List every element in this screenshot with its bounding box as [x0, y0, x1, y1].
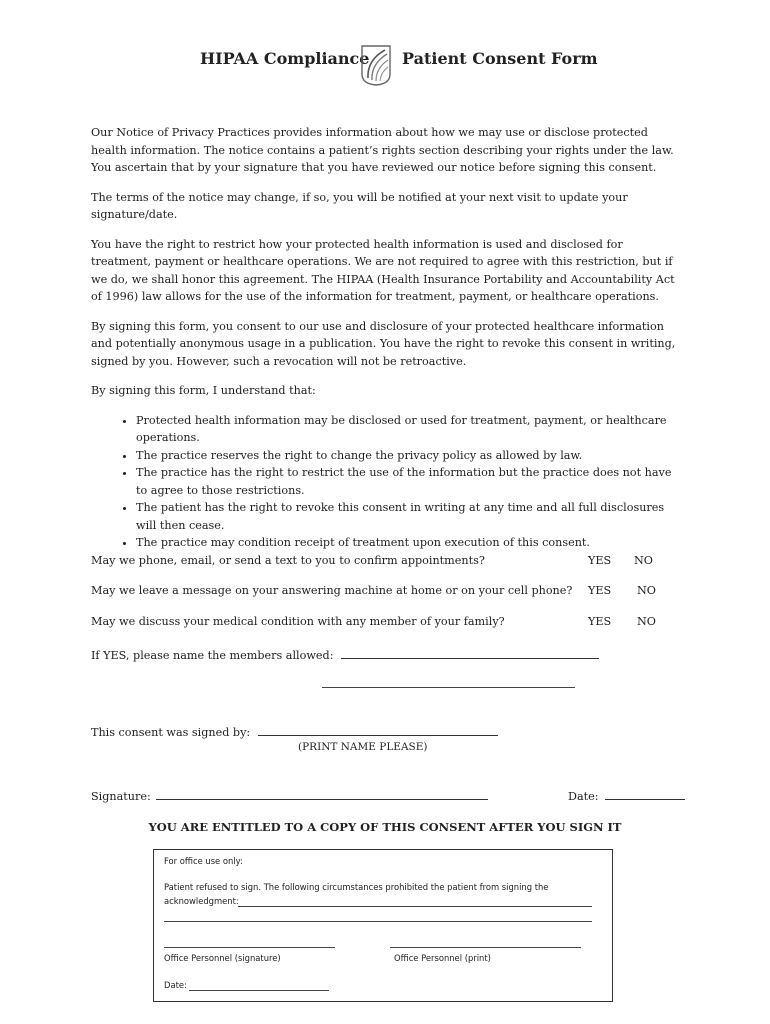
list-item: • Protected health information may be disclosed or used for treatment, payment, or healthcare operations. [136, 412, 686, 447]
notice-body [91, 124, 686, 561]
no-option[interactable]: NO [637, 615, 656, 628]
understanding-list [91, 412, 686, 552]
yes-option[interactable]: YES [588, 615, 612, 628]
personnel-print-label: Office Personnel (print) [394, 953, 491, 963]
personnel-signature-field[interactable] [164, 947, 335, 948]
no-option[interactable]: NO [637, 584, 656, 597]
list-item: • The practice may condition receipt of treatment upon execution of this consent. [136, 534, 686, 552]
date-label: Date: [568, 790, 599, 803]
list-item: • The practice has the right to restrict the use of the information but the practice does not have to agree to those restrictions. [136, 464, 686, 499]
personnel-print-field[interactable] [390, 947, 581, 948]
header-title-right: Patient Consent Form [402, 49, 598, 68]
paragraph-understand: By signing this form, I understand that: [91, 384, 316, 397]
question-text: May we phone, email, or send a text to you to confirm appointments? [91, 554, 485, 567]
members-allowed-field-line-2[interactable] [322, 687, 575, 688]
yes-option[interactable]: YES [588, 554, 612, 567]
members-allowed-row [91, 646, 599, 662]
question-confirm-appointments [91, 554, 691, 572]
signature-field[interactable] [156, 787, 488, 800]
signed-by-label: This consent was signed by: [91, 726, 251, 739]
personnel-signature-label: Office Personnel (signature) [164, 953, 281, 963]
acknowledgment-field-line-2[interactable] [164, 921, 592, 922]
header-title-left: HIPAA Compliance [200, 49, 370, 68]
paragraph-restrict: You have the right to restrict how your protected health information is used and disclosed for treatment, payment or healthcare operations. We are not required to agree with this restriction, but if we do, we shall honor this agreement. The HIPAA (Health Insurance Portability and Accountability Act of 1996) law allows for the use of the information for treatment, payment, or healthcare operations. [91, 237, 675, 303]
office-date-label: Date: [164, 980, 187, 990]
no-option[interactable]: NO [634, 554, 653, 567]
date-field[interactable] [605, 787, 685, 800]
print-name-field[interactable] [258, 723, 498, 736]
signature-label: Signature: [91, 790, 151, 803]
date-row [568, 787, 685, 803]
office-date-field[interactable] [189, 990, 329, 991]
entitled-notice: YOU ARE ENTITLED TO A COPY OF THIS CONSENT AFTER YOU SIGN IT [148, 820, 622, 834]
list-item: • The practice reserves the right to change the privacy policy as allowed by law. [136, 447, 686, 465]
paragraph-consent: By signing this form, you consent to our use and disclosure of your protected healthcare information and potentially anonymous usage in a publication. You have the right to revoke this consent in writing, signed by you. However, such a revocation will not be retroactive. [91, 319, 676, 368]
feather-logo-icon [359, 44, 393, 86]
question-discuss-family [91, 615, 691, 633]
form-header [0, 44, 770, 88]
signature-row [91, 787, 488, 803]
print-name-caption: (PRINT NAME PLEASE) [298, 741, 428, 753]
acknowledgment-label: acknowledgment: [164, 896, 239, 906]
patient-refused-text: Patient refused to sign. The following circumstances prohibited the patient from signing the [164, 882, 549, 892]
signed-by-row [91, 723, 498, 739]
question-text: May we discuss your medical condition with any member of your family? [91, 615, 505, 628]
question-leave-message [91, 584, 691, 602]
members-allowed-field[interactable] [341, 646, 599, 659]
acknowledgment-field[interactable] [238, 906, 592, 907]
paragraph-terms: The terms of the notice may change, if so, you will be notified at your next visit to update your signature/date. [91, 190, 628, 221]
list-item: • The patient has the right to revoke this consent in writing at any time and all full disclosures will then cease. [136, 499, 686, 534]
office-use-box [153, 849, 613, 1002]
paragraph-notice: Our Notice of Privacy Practices provides information about how we may use or disclose protected health information. The notice contains a patient’s rights section describing your rights under the law. You ascertain that by your signature that you have reviewed our notice before signing this consent. [91, 126, 674, 174]
yes-option[interactable]: YES [588, 584, 612, 597]
office-use-heading: For office use only: [164, 856, 243, 866]
members-allowed-label: If YES, please name the members allowed: [91, 649, 334, 662]
question-text: May we leave a message on your answering machine at home or on your cell phone? [91, 584, 573, 597]
